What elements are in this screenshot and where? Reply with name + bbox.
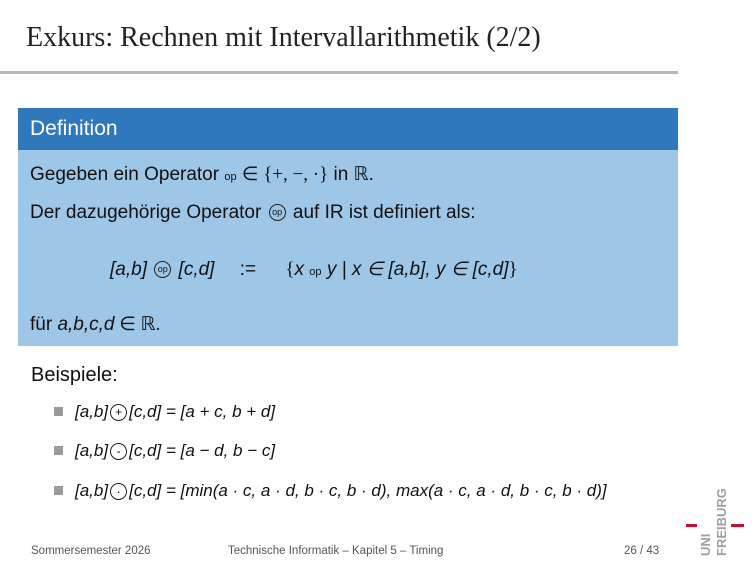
example-left: [a,b]	[75, 402, 109, 421]
line2-text-after: auf IR ist definiert als:	[287, 202, 476, 223]
example-right: [c,d] = [a + c, b + d]	[129, 402, 276, 421]
circled-dot-icon: ·	[110, 483, 127, 500]
formula-interval-cd: [c,d]	[178, 259, 215, 280]
circled-op-icon: op	[269, 204, 286, 221]
footline-text-after: ∈ ℝ.	[114, 314, 161, 335]
formula-assign: :=	[239, 259, 257, 280]
formula-condition: y | x ∈ [a,b], y ∈ [c,d]	[326, 259, 509, 280]
formula-set-close: }	[508, 259, 518, 280]
formula-set-open: {	[285, 259, 295, 280]
definition-formula	[110, 258, 518, 281]
circled-plus-icon: +	[110, 404, 127, 421]
logo-accent-left	[686, 524, 697, 527]
formula-x-var: x	[294, 259, 305, 280]
footer-course: Technische Informatik – Kapitel 5 – Timing	[228, 545, 444, 557]
logo-uni-text: UNI	[698, 533, 713, 556]
definition-line-1	[30, 163, 374, 186]
bullet-square-icon	[54, 446, 63, 455]
circled-minus-icon: -	[110, 443, 127, 460]
formula-circled-op-icon: op	[154, 261, 171, 278]
example-right: [c,d] = [a − d, b − c]	[129, 441, 276, 460]
definition-footline	[30, 313, 160, 336]
definition-line-2	[30, 202, 476, 224]
bullet-square-icon	[54, 486, 63, 495]
example-right: [c,d] = [min(a · c, a · d, b · c, b · d), max(a · c, a · d, b · c, b · d)]	[129, 481, 607, 500]
examples-heading: Beispiele:	[31, 364, 118, 386]
logo-freiburg-text: FREIBURG	[714, 488, 729, 556]
title-rule	[0, 71, 678, 74]
slide-title: Exkurs: Rechnen mit Intervallarithmetik (2/2)	[26, 22, 541, 53]
example-left: [a,b]	[75, 481, 109, 500]
line1-op-word: op	[224, 171, 237, 183]
example-item-subtraction	[54, 441, 275, 461]
line1-text-after: in ℝ.	[328, 164, 374, 185]
formula-op-word: op	[309, 266, 322, 278]
footline-vars: a,b,c,d	[57, 314, 115, 335]
line1-set-expression: ∈ {+, −, ·}	[241, 164, 329, 185]
university-logo	[686, 478, 746, 558]
definition-heading: Definition	[18, 108, 678, 150]
footer-page: 26 / 43	[624, 545, 660, 557]
formula-interval-ab: [a,b]	[110, 259, 147, 280]
example-left: [a,b]	[75, 441, 109, 460]
logo-accent-right	[731, 524, 744, 527]
definition-box	[18, 108, 678, 346]
footer-semester: Sommersemester 2026	[31, 545, 151, 557]
example-item-multiplication	[54, 481, 607, 501]
footline-text-before: für	[30, 314, 58, 335]
line1-text-before: Gegeben ein Operator	[30, 164, 225, 185]
bullet-square-icon	[54, 407, 63, 416]
line2-text-before: Der dazugehörige Operator	[30, 202, 267, 223]
example-item-addition	[54, 402, 275, 422]
